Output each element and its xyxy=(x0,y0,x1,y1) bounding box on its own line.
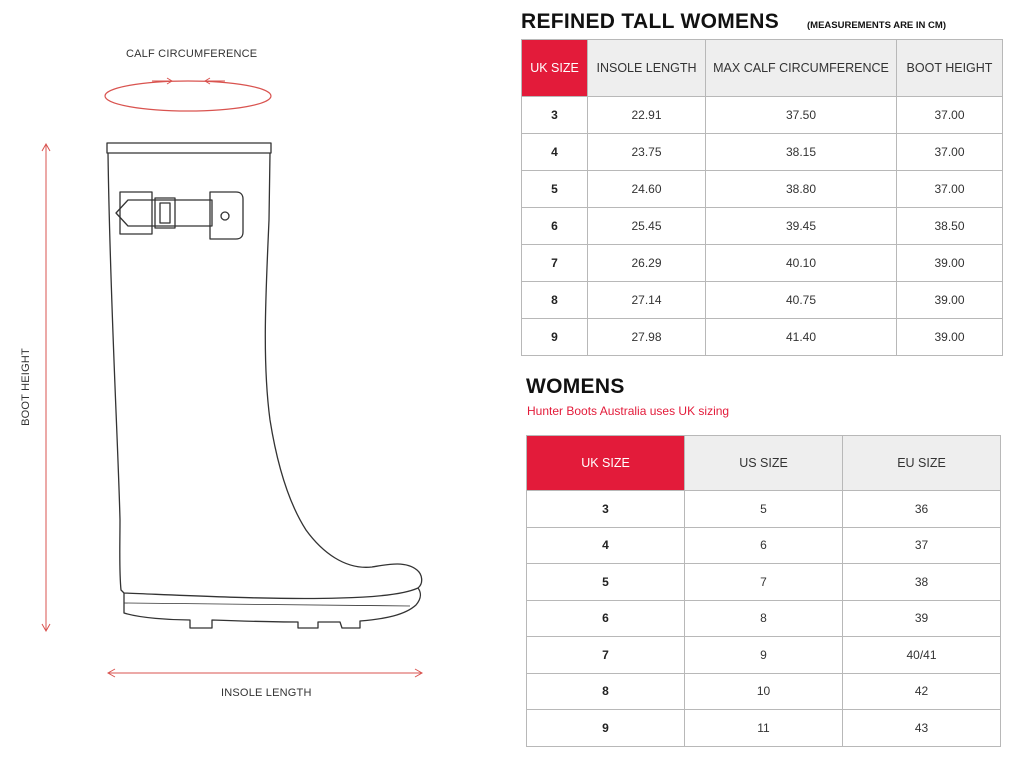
table-row xyxy=(522,134,1003,171)
table-row xyxy=(522,319,1003,356)
calf-circumference-indicator xyxy=(105,78,271,111)
header-eu-size: EU SIZE xyxy=(843,436,1001,491)
refined-size-table xyxy=(521,39,1003,356)
table-row xyxy=(527,491,1001,528)
womens-section-title: WOMENS xyxy=(526,375,625,398)
boot-height-label: BOOT HEIGHT xyxy=(20,348,32,426)
table-row xyxy=(522,208,1003,245)
cell-eu-size: 38 xyxy=(843,564,1001,601)
cell-height: 37.00 xyxy=(897,134,1003,171)
sizing-note: Hunter Boots Australia uses UK sizing xyxy=(527,404,730,418)
cell-height: 38.50 xyxy=(897,208,1003,245)
cell-calf: 40.10 xyxy=(706,245,897,282)
cell-calf: 40.75 xyxy=(706,282,897,319)
cell-uk-size: 5 xyxy=(522,171,588,208)
cell-calf: 39.45 xyxy=(706,208,897,245)
cell-uk-size: 3 xyxy=(527,491,685,528)
table-row xyxy=(527,527,1001,564)
cell-insole: 26.29 xyxy=(588,245,706,282)
table-row xyxy=(527,600,1001,637)
cell-us-size: 11 xyxy=(685,710,843,747)
cell-height: 37.00 xyxy=(897,97,1003,134)
cell-uk-size: 8 xyxy=(527,673,685,710)
cell-height: 39.00 xyxy=(897,245,1003,282)
cell-uk-size: 9 xyxy=(527,710,685,747)
cell-us-size: 9 xyxy=(685,637,843,674)
cell-eu-size: 36 xyxy=(843,491,1001,528)
measurement-note: (MEASUREMENTS ARE IN CM) xyxy=(807,20,946,31)
table-row xyxy=(527,673,1001,710)
womens-size-table xyxy=(526,435,1001,747)
cell-eu-size: 37 xyxy=(843,527,1001,564)
cell-uk-size: 7 xyxy=(522,245,588,282)
cell-uk-size: 9 xyxy=(522,319,588,356)
cell-us-size: 7 xyxy=(685,564,843,601)
table-header-row xyxy=(522,40,1003,97)
insole-length-arrow xyxy=(108,669,422,677)
cell-uk-size: 6 xyxy=(527,600,685,637)
cell-us-size: 5 xyxy=(685,491,843,528)
header-us-size: US SIZE xyxy=(685,436,843,491)
table-row xyxy=(527,710,1001,747)
table-row xyxy=(527,637,1001,674)
calf-circumference-label: CALF CIRCUMFERENCE xyxy=(126,48,258,60)
cell-us-size: 8 xyxy=(685,600,843,637)
table-row xyxy=(527,564,1001,601)
cell-uk-size: 7 xyxy=(527,637,685,674)
refined-section-title: REFINED TALL WOMENS xyxy=(521,10,780,33)
cell-uk-size: 4 xyxy=(527,527,685,564)
header-insole-length: INSOLE LENGTH xyxy=(588,40,706,97)
cell-height: 39.00 xyxy=(897,319,1003,356)
cell-eu-size: 40/41 xyxy=(843,637,1001,674)
cell-eu-size: 42 xyxy=(843,673,1001,710)
cell-insole: 27.98 xyxy=(588,319,706,356)
boot-outline xyxy=(107,143,422,628)
cell-uk-size: 6 xyxy=(522,208,588,245)
cell-calf: 37.50 xyxy=(706,97,897,134)
table-row xyxy=(522,282,1003,319)
cell-insole: 27.14 xyxy=(588,282,706,319)
cell-uk-size: 8 xyxy=(522,282,588,319)
header-max-calf: MAX CALF CIRCUMFERENCE xyxy=(706,40,897,97)
table-row xyxy=(522,171,1003,208)
cell-insole: 25.45 xyxy=(588,208,706,245)
table-row xyxy=(522,245,1003,282)
cell-uk-size: 3 xyxy=(522,97,588,134)
header-boot-height: BOOT HEIGHT xyxy=(897,40,1003,97)
cell-us-size: 10 xyxy=(685,673,843,710)
cell-us-size: 6 xyxy=(685,527,843,564)
cell-uk-size: 5 xyxy=(527,564,685,601)
table-row xyxy=(522,97,1003,134)
cell-calf: 41.40 xyxy=(706,319,897,356)
cell-height: 37.00 xyxy=(897,171,1003,208)
cell-eu-size: 39 xyxy=(843,600,1001,637)
cell-uk-size: 4 xyxy=(522,134,588,171)
cell-insole: 22.91 xyxy=(588,97,706,134)
boot-diagram xyxy=(0,0,500,768)
header-uk-size: UK SIZE xyxy=(527,436,685,491)
cell-insole: 23.75 xyxy=(588,134,706,171)
boot-height-arrow xyxy=(42,144,50,631)
insole-length-label: INSOLE LENGTH xyxy=(221,687,312,699)
table-header-row xyxy=(527,436,1001,491)
cell-calf: 38.80 xyxy=(706,171,897,208)
cell-eu-size: 43 xyxy=(843,710,1001,747)
cell-insole: 24.60 xyxy=(588,171,706,208)
header-uk-size: UK SIZE xyxy=(522,40,588,97)
cell-height: 39.00 xyxy=(897,282,1003,319)
cell-calf: 38.15 xyxy=(706,134,897,171)
